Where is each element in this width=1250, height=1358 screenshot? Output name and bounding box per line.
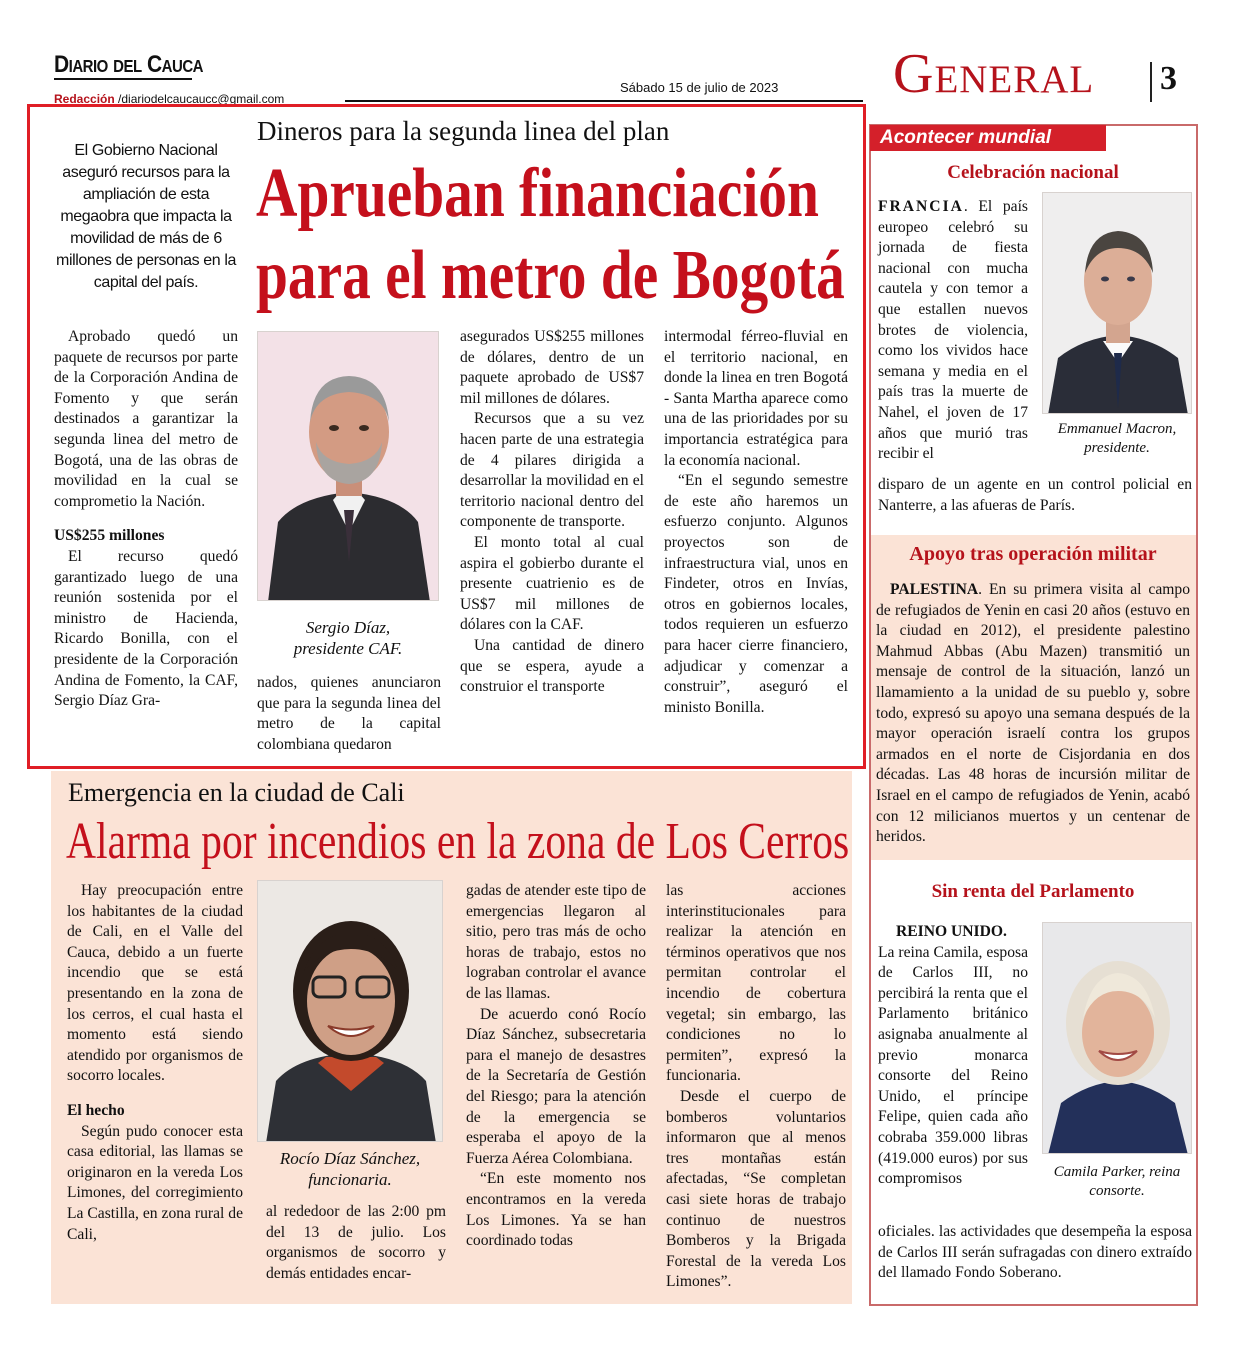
lead-caption-line2: presidente CAF. bbox=[293, 639, 403, 658]
sidebar-item1-caption bbox=[1042, 420, 1192, 458]
portrait-image bbox=[1043, 923, 1192, 1154]
section-title: General bbox=[893, 43, 1095, 105]
lead-col3-paragraph1: asegurados US$255 millones de dólares, dentro de un paquete aprobado de US$7 mil millones de dólares. bbox=[460, 328, 644, 407]
portrait-image bbox=[1043, 193, 1192, 414]
second-col1-subhead: El hecho bbox=[67, 1101, 125, 1119]
redaccion-label: Redacción bbox=[54, 92, 115, 106]
second-photo-caption bbox=[257, 1148, 443, 1190]
lead-col3-paragraph2: Recursos que a su vez hacen parte de una estrategia de 4 pilares dirigida a desarrollar la movilidad en el territorio nacional dentro del componente de transporte. bbox=[460, 410, 644, 531]
second-col4-paragraph2: Desde el cuerpo de bomberos voluntarios informaron que al menos tres montañas están afectadas, “Se completan casi siete horas de trabajo continuo de nuestros Bomberos y la Brigada Forestal de la vereda Los Limones”. bbox=[666, 1087, 846, 1291]
second-col4-paragraph1: las acciones interinstitucionales para realizar la atención en términos operativos que nos permitan controlar el incendio de cobertura vegetal; sin embargo, las condiciones no lo permiten”, expresó la funcionaria. bbox=[666, 882, 846, 1085]
section-divider bbox=[1150, 62, 1152, 102]
lead-col4-paragraph2: “En el segundo semestre de este año haremos un esfuerzo conjunto. Algunos proyectos son de infraestructura vial, unos en Findeter, otros en Invías, otros en gobiernos locales, todos requieren un esfuerzo para hacer cierre financiero, adjudicar y comenzar a construir”, aseguró el ministo Bonilla. bbox=[664, 472, 848, 716]
sidebar-item3-body-full bbox=[878, 1222, 1192, 1284]
lead-summary: El Gobierno Nacional aseguró recursos para la ampliación de esta megaobra que impacta la movilidad de más de 6 millones de personas en la capital del país. bbox=[56, 142, 236, 291]
second-photo bbox=[257, 880, 443, 1142]
lead-col1 bbox=[54, 327, 238, 712]
sidebar-item2-lead: PALESTINA bbox=[890, 581, 979, 598]
lead-col4 bbox=[664, 327, 848, 718]
sidebar-item3-caption-line2: consorte. bbox=[1089, 1183, 1145, 1199]
lead-photo-caption bbox=[257, 617, 439, 659]
second-headline: Alarma por incendios en la zona de Los Cerros bbox=[66, 813, 850, 870]
macron-photo bbox=[1042, 192, 1192, 414]
lead-headline-line2: para el metro de Bogotá bbox=[256, 237, 845, 314]
second-kicker: Emergencia en la ciudad de Cali bbox=[68, 778, 405, 807]
lead-caption-line1: Sergio Díaz, bbox=[305, 618, 391, 637]
sidebar-item3-lead-line: REINO UNIDO. bbox=[896, 923, 1007, 940]
second-col2-paragraph: al rededoor de las 2:00 pm del 13 de julio. Los organismos de socorro y demás entidades encar- bbox=[266, 1203, 446, 1282]
lead-col4-paragraph1: intermodal férreo-fluvial en el territorio nacional, en donde la linea en tren Bogotá - Santa Martha aparece como una de las prioridades por su importancia estratégica para la economía nacional. bbox=[664, 328, 848, 469]
sidebar-item1-paragraph-full: disparo de un agente en un control policial en Nanterre, a las afueras de París. bbox=[878, 476, 1192, 514]
sidebar-item1-lead: FRANCIA bbox=[878, 198, 964, 215]
sidebar-item3-paragraph-full: oficiales. las actividades que desempeña la esposa de Carlos III serán sufragadas con dinero extraído del llamado Fondo Soberano. bbox=[878, 1223, 1192, 1282]
redaccion-email: /diariodelcaucaucc@gmail.com bbox=[118, 92, 285, 106]
issue-date: Sábado 15 de julio de 2023 bbox=[620, 80, 779, 95]
second-col3-paragraph1: gadas de atender este tipo de emergencias llegaron al sitio, pero tras más de ocho horas de trabajo, estos no lograban controlar el avance de las llamas. bbox=[466, 882, 646, 1002]
lead-headline-line1: Aprueban financiación bbox=[256, 155, 819, 232]
second-col3-paragraph3: “En este momento nos encontramos en la vereda Los Limones. Ya se han coordinado todas bbox=[466, 1170, 646, 1250]
lead-kicker: Dineros para la segunda linea del plan bbox=[257, 116, 670, 146]
camila-photo bbox=[1042, 922, 1192, 1154]
sidebar-item1-paragraph bbox=[878, 197, 1028, 465]
sidebar-item3-body bbox=[878, 922, 1028, 1190]
lead-col2 bbox=[257, 673, 441, 755]
sidebar-item3-caption bbox=[1036, 1163, 1198, 1201]
lead-col2-paragraph: nados, quienes anunciaron que para la segunda linea del metro de la capital colombiana quedaron bbox=[257, 674, 441, 753]
lead-col1-paragraph2: El recurso quedó garantizado luego de una reunión sostenida por el ministro de Hacienda, Ricardo Bonilla, con el presidente de la Corporación Andina de Fomento, la CAF, Sergio Díaz Gra- bbox=[54, 547, 238, 710]
sidebar-label: Acontecer mundial bbox=[870, 125, 1106, 151]
portrait-image bbox=[258, 332, 439, 601]
sidebar-item1-text: . El país europeo celebró su jornada de fiesta nacional con mucha cautela y con temor a que estallen nuevos brotes de violencia, como los vividos hace semana y media en el país tras la muerte de Nahel, el joven de 17 años que murió tras recibir el bbox=[878, 198, 1028, 463]
sidebar-item3-paragraph: La reina Camila, esposa de Carlos III, no percibirá la renta que el Parlamento británico asignaba anualmente al previo monarca consorte del Reino Unido, el príncipe Felipe, quien cada año cobraba 359.000 libras (419.000 euros) por sus compromisos bbox=[878, 943, 1028, 1188]
sidebar-item1-body-full bbox=[878, 475, 1192, 516]
lead-col1-subhead: US$255 millones bbox=[54, 527, 165, 545]
second-col4 bbox=[666, 881, 846, 1293]
sidebar-item1-caption-line2: presidente. bbox=[1084, 440, 1150, 456]
sidebar-item1-caption-line1: Emmanuel Macron, bbox=[1057, 421, 1177, 437]
page-number: 3 bbox=[1160, 60, 1177, 97]
second-caption-line1: Rocío Díaz Sánchez, bbox=[279, 1149, 421, 1168]
sidebar-item2-body bbox=[876, 580, 1190, 848]
sidebar-item1-body bbox=[878, 197, 1028, 465]
lead-headline bbox=[256, 153, 845, 317]
second-col3 bbox=[466, 881, 646, 1252]
second-caption-line2: funcionaria. bbox=[308, 1170, 392, 1189]
sidebar-item2-paragraph bbox=[876, 580, 1190, 848]
lead-col3-paragraph3: El monto total al cual aspira el gobierbo durante el presente cuatrienio es de US$7 mil millones de dólares con la CAF. bbox=[460, 533, 644, 634]
second-col1 bbox=[67, 881, 243, 1245]
sidebar-item3-title: Sin renta del Parlamento bbox=[931, 881, 1135, 902]
second-col1-paragraph: Hay preocupación entre los habitantes de la ciudad de Cali, en el Valle del Cauca, debido a un fuerte incendio que se está presentando en la zona de los cerros, el cual hasta el momento está siendo atendido por organismos de socorro locales. bbox=[67, 882, 243, 1085]
lead-col1-paragraph: Aprobado quedó un paquete de recursos por parte de la Corporación Andina de Fomento y que serán destinados a garantizar la segunda linea del metro de Bogotá, una de las obras de movilidad en la cual se comprometio la Nación. bbox=[54, 328, 238, 510]
sidebar-item2-title: Apoyo tras operación militar bbox=[909, 543, 1157, 565]
masthead-rule bbox=[54, 78, 192, 80]
second-col3-paragraph2: De acuerdo conó Rocío Díaz Sánchez, subsecretaria para el manejo de desastres de la Secretaría de Gestión del Riesgo; para la atención de la emergencia se esperaba el apoyo de la Fuerza Aérea Colombiana. bbox=[466, 1005, 646, 1167]
sidebar-item2-text: . En su primera visita al campo de refugiados de Yenin en casi 20 años (estuvo en la ciudad en 2012), el presidente palestino Mahmud Abbas (Abu Mazen) transmitió un mensaje de control de la situación, lanzó un llamamiento a la unidad de su pueblo y, sobre todo, expresó su apoyo una semana después de la mayor operación israelí contra los grupos armados en el norte de Cisjordania en dos décadas. Las 48 horas de incursión militar de Israel en el campo de refugiados de Yenin, acabó con 12 milicianos muertos y un centenar de heridos. bbox=[876, 581, 1190, 846]
sidebar-item1-title: Celebración nacional bbox=[947, 162, 1119, 183]
lead-col3 bbox=[460, 327, 644, 698]
lead-col3-paragraph4: Una cantidad de dinero que se espera, ayude a construior el transporte bbox=[460, 636, 644, 696]
masthead-rule-right bbox=[345, 100, 863, 102]
sidebar-item3-caption-line1: Camila Parker, reina bbox=[1053, 1164, 1181, 1180]
paper-name: Diario del Cauca bbox=[54, 51, 203, 78]
lead-photo bbox=[257, 331, 439, 601]
second-col1-paragraph2: Según pudo conocer esta casa editorial, las llamas se originaron en la vereda Los Limones, del corregimiento La Castilla, en zona rural de Cali, bbox=[67, 1122, 243, 1243]
second-col2 bbox=[266, 1202, 446, 1284]
portrait-image bbox=[258, 881, 443, 1142]
